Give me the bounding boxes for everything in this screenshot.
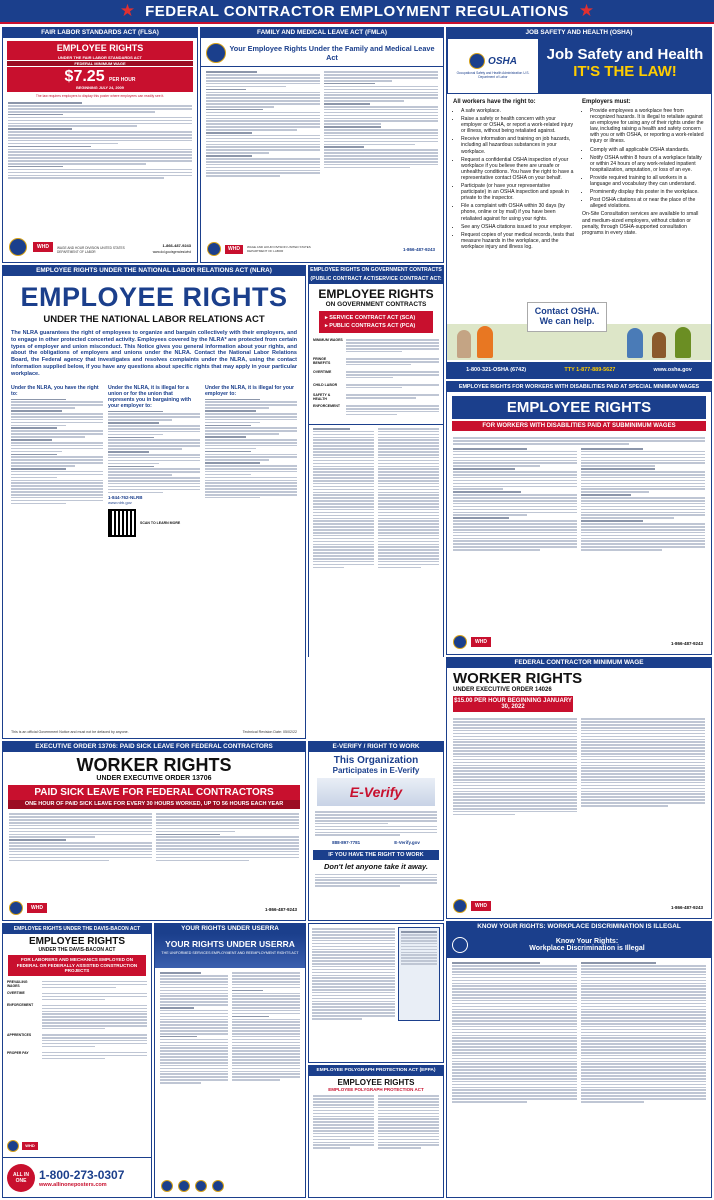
discrim-title: Know Your Rights: [555, 938, 619, 945]
nlra-web: www.nlrb.gov [108, 500, 132, 506]
minwage-body-text [447, 715, 711, 819]
footer-web[interactable]: www.allinoneposters.com [39, 1181, 107, 1188]
sca-row-label: CHILD LABOR [313, 382, 338, 387]
sca-acts-box [319, 311, 433, 333]
dol-seal-icon [469, 53, 485, 69]
sca-act-item: ▸ SERVICE CONTRACT ACT (SCA) [325, 315, 416, 321]
osha-title: Job Safety and Health [546, 46, 704, 63]
davis-row-label: PREVAILING WAGES [7, 979, 28, 988]
whd-phone: 1-866-487-9243 [670, 641, 703, 646]
dol-seal-icon [453, 635, 467, 649]
whd-logo: WHD [33, 242, 53, 252]
osha-consultation: On-Site Consultation services are available to small and medium-sized employers, without citation or penalty, through OSHA-supported consultation programs in every state. [582, 211, 699, 236]
sick-body-text [3, 809, 305, 865]
workers-illustration [447, 306, 711, 360]
section-bar: FAIR LABOR STANDARDS ACT (FLSA) [3, 28, 197, 38]
davis-bacon-section [2, 923, 152, 1198]
osc-seal-icon [195, 1180, 207, 1192]
section-bar: FAMILY AND MEDICAL LEAVE ACT (FMLA) [201, 28, 443, 38]
section-bar: EMPLOYEE RIGHTS UNDER THE NATIONAL LABOR RELATIONS ACT (NLRA) [3, 266, 305, 276]
flsa-note: The law requires employers to display this poster where employees can readily see it. [35, 94, 165, 98]
userra-title: YOUR RIGHTS UNDER USERRA [165, 939, 295, 949]
nlra-footer: This is an official Government Notice and must not be defaced by anyone. [11, 730, 129, 734]
per-hour: PER HOUR [109, 77, 136, 83]
sick-redbar: PAID SICK LEAVE FOR FEDERAL CONTRACTORS [8, 785, 300, 800]
whd-logo: WHD [225, 245, 243, 254]
dol-seal-icon [453, 899, 467, 913]
page-header [0, 0, 714, 24]
contact-osha: Contact OSHA. [534, 306, 600, 316]
fmla-section [200, 27, 444, 263]
min-wage-label: FEDERAL MINIMUM WAGE [7, 61, 193, 66]
star-icon: ★ [578, 1, 595, 20]
workers-rights-heading: All workers have the right to: [453, 99, 536, 105]
davis-row-label: OVERTIME [7, 991, 25, 996]
eppa-subtitle: EMPLOYEE POLYGRAPH PROTECTION ACT [328, 1087, 424, 1092]
workers-right-item: • Request a confidential OSHA inspection of your workplace if you believe there are unsafe or unhealthy conditions. You have the right to have a representative contact OSHA on your behalf. [461, 157, 576, 181]
whd-phone: 1-866-487-9243 [264, 907, 297, 912]
everify-main [308, 741, 444, 921]
allinone-footer [3, 1157, 151, 1197]
whd-logo: WHD [22, 1142, 38, 1150]
sca-row-label: FRINGE BENEFITS [313, 356, 331, 365]
everify-title: This Organization [333, 755, 419, 766]
sick-leave-section [2, 741, 306, 921]
osha-section [446, 27, 712, 379]
flsa-body-text [3, 100, 197, 181]
section-bar: EMPLOYEE RIGHTS UNDER THE DAVIS-BACON ACT [3, 924, 151, 934]
sca-row-label: SAFETY & HEALTH [313, 392, 331, 401]
discrim-body-text [447, 958, 711, 1107]
sick-hours: ONE HOUR OF PAID SICK LEAVE FOR EVERY 30 HOURS WORKED, UP TO 56 HOURS EACH YEAR [8, 800, 300, 809]
minwage-redbar: $15.00 PER HOUR BEGINNING JANUARY 30, 2022 [454, 698, 572, 710]
disabilities-section [446, 381, 712, 655]
minwage-footer [453, 899, 491, 913]
whd-logo: WHD [27, 903, 47, 913]
minwage-section [446, 657, 712, 919]
eppa-title: EMPLOYEE RIGHTS [337, 1078, 415, 1087]
nlra-section [2, 265, 306, 739]
sick-footer [9, 901, 47, 915]
nlra-intro: The NLRA guarantees the right of employees to organize and bargain collectively with their employers, and to engage in other protected concerted activity. Employees covered by the NLRA* are protected from certain types of employer and union misconduct. This Notice gives you general information about your rights, and about the obligations of employers and unions under the NLRA. Contact the National Labor Relations Board, the Federal agency that investigates and resolves complaints under the NLRA, using the contact information supplied below, if you have any questions about specific rights that may apply in your particular workplace. [11, 330, 297, 377]
section-bar: EMPLOYEE POLYGRAPH PROTECTION ACT (EPPA) [309, 1066, 443, 1076]
doj-seal-icon [178, 1180, 190, 1192]
nlra-phone: 1-844-762-NLRB [108, 495, 143, 501]
nlra-revised: Technical Revision Date: 05/02/22 [242, 730, 297, 734]
sca-title: EMPLOYEE RIGHTS [318, 287, 434, 301]
wage-box [7, 67, 193, 92]
osha-tty: TTY 1-877-889-5627 [564, 367, 616, 373]
everify-body-text [309, 809, 443, 838]
employer-duty-item: • Comply with all applicable OSHA standards. [590, 147, 705, 153]
wage-amount: $7.25 [64, 68, 105, 85]
workers-right-item: • Participate (or have your representative participate) in an OSHA inspection and speak in private to the inspector. [461, 183, 576, 201]
dol-seal-icon [7, 1140, 19, 1152]
davis-row-label: PROPER PAY [7, 1050, 29, 1055]
section-bar: FEDERAL CONTRACTOR MINIMUM WAGE [447, 658, 711, 668]
workers-right-item: • Receive information and training on job hazards, including all hazardous substances in your workplace. [461, 136, 576, 154]
everify-phone: 888-897-7781 [332, 840, 361, 846]
discrim-subtitle: Workplace Discrimination is Illegal [529, 945, 645, 952]
whd-logo: WHD [471, 637, 491, 647]
workers-right-item: • Raise a safety or health concern with your employer or OSHA, or report a work-related injury or illness, without being retaliated against. [461, 116, 576, 134]
esgr-seal-icon [212, 1180, 224, 1192]
employer-duty-item: • Notify OSHA within 8 hours of a workplace fatality or within 24 hours of any work-related inpatient hospitalization, amputation, or loss of an eye. [590, 155, 705, 173]
dol-seal-icon [206, 43, 226, 63]
section-bar: EMPLOYEE RIGHTS ON GOVERNMENT CONTRACTS (PUBLIC CONTRACT ACT/SERVICE CONTRACT ACT: [310, 267, 442, 282]
section-bar: JOB SAFETY AND HEALTH (OSHA) [447, 28, 711, 38]
nlra-subtitle: UNDER THE NATIONAL LABOR RELATIONS ACT [43, 314, 265, 325]
sca-subtitle: ON GOVERNMENT CONTRACTS [325, 301, 427, 308]
everify-web: E-Verify.gov [394, 840, 420, 846]
employer-duty-item: • Provide employees a workplace free from recognized hazards. It is illegal to retaliate against an employee for using any of their rights under the law, including raising a health and safety concern with you or with OSHA, or reporting a work-related injury or illness. [590, 108, 705, 145]
rtw-body-text [312, 927, 395, 1021]
poster-title: EMPLOYEE RIGHTS [7, 41, 193, 55]
userra-subtitle: THE UNIFORMED SERVICES EMPLOYMENT AND REEMPLOYMENT RIGHTS ACT [161, 951, 299, 955]
whd-phone: 1-866-487-9243 [402, 247, 435, 252]
effective-date: BEGINNING JULY 24, 2009 [76, 86, 124, 90]
whd-label: WAGE AND HOUR DIVISION UNITED STATES DEPARTMENT OF LABOR [57, 246, 125, 254]
davis-footer [7, 1136, 147, 1156]
sca-row-label: ENFORCEMENT [313, 403, 341, 408]
right-to-work-section [308, 923, 444, 1063]
employers-must-heading: Employers must: [582, 99, 631, 105]
nlra-col-rights: Under the NLRA, you have the right to: [11, 385, 103, 538]
section-bar: EXECUTIVE ORDER 13706: PAID SICK LEAVE FOR FEDERAL CONTRACTORS [3, 742, 305, 752]
fmla-title: Your Employee Rights Under the Family and Medical Leave Act [229, 44, 435, 62]
dol-seal-icon [9, 238, 27, 256]
everify-subtitle: Participates in E-Verify [332, 766, 420, 775]
poster-subtitle: UNDER THE FAIR LABOR STANDARDS ACT [7, 55, 193, 60]
sick-title: WORKER RIGHTS [76, 755, 232, 775]
eppa-body-text [309, 1092, 443, 1152]
allinone-logo: ALL IN ONE [7, 1164, 35, 1192]
sca-body-text [309, 424, 443, 572]
userra-section [154, 923, 306, 1198]
davis-title: EMPLOYEE RIGHTS [28, 936, 126, 947]
workers-right-item: • File a complaint with OSHA within 30 days (by phone, online or by mail) if you have been retaliated against for using your rights. [461, 203, 576, 221]
whd-phone: 1-866-487-9243 [162, 243, 191, 248]
sca-row-label: MINIMUM WAGES [313, 338, 343, 342]
section-bar: KNOW YOUR RIGHTS: WORKPLACE DISCRIMINATION IS ILLEGAL [447, 922, 711, 932]
davis-subtitle: UNDER THE DAVIS-BACON ACT [38, 947, 116, 953]
minwage-subtitle: UNDER EXECUTIVE ORDER 14026 [453, 687, 552, 693]
scan-label: SCAN TO LEARN MORE [140, 521, 181, 526]
disab-footer [453, 635, 491, 649]
sick-subtitle: UNDER EXECUTIVE ORDER 13706 [96, 775, 212, 782]
rtw-body-text [309, 871, 443, 889]
fmla-body-text [201, 67, 443, 181]
workers-right-item: • Request copies of your medical records, tests that measure hazards in the workplace, and the workplace injury and illness log. [461, 232, 576, 250]
whd-logo: WHD [471, 901, 491, 911]
employer-duty-item: • Post OSHA citations at or near the place of the alleged violations. [590, 197, 705, 209]
page-title: FEDERAL CONTRACTOR EMPLOYMENT REGULATIONS [145, 2, 569, 20]
disab-subtitle: FOR WORKERS WITH DISABILITIES PAID AT SUBMINIMUM WAGES [452, 421, 706, 431]
footer-phone[interactable]: 1-800-273-0307 [39, 1167, 125, 1182]
osha-logo: OSHA [488, 55, 517, 67]
star-icon: ★ [119, 1, 136, 20]
userra-body-text [155, 968, 305, 1088]
sca-row-label: OVERTIME [313, 369, 332, 374]
workers-right-item: • See any OSHA citations issued to your employer. [461, 224, 576, 230]
employer-duty-item: • Prominently display this poster in the workplace. [590, 189, 705, 195]
osha-agency: Occupational Safety and Health Administration U.S. Department of Labor [456, 71, 530, 79]
whd-label: WAGE AND HOUR DIVISION UNITED STATES DEPARTMENT OF LABOR [247, 245, 311, 253]
qr-code-icon[interactable] [108, 509, 136, 537]
dol-seal-icon [9, 901, 23, 915]
discrimination-section [446, 921, 712, 1198]
nlra-col-union: Under the NLRA, it is illegal for a union or for the union that represents you in bargaining with your employer to: 1-844-762-NLRB www.nlrb.gov SCAN TO LEARN MORE [108, 385, 200, 538]
dol-seal-icon [161, 1180, 173, 1192]
dont-let-anyone: Don't let anyone take it away. [323, 862, 429, 872]
eeoc-seal-icon [452, 937, 468, 953]
flsa-section [2, 27, 198, 263]
right-to-work-banner: IF YOU HAVE THE RIGHT TO WORK [313, 850, 439, 860]
nlra-title: EMPLOYEE RIGHTS [20, 282, 288, 312]
rtw-contact-box [398, 927, 440, 1021]
davis-redbar: FOR LABORERS AND MECHANICS EMPLOYED ON FEDERAL OR FEDERALLY ASSISTED CONSTRUCTION PROJECTS [8, 955, 146, 976]
osha-phone: 1-800-321-OSHA (6742) [466, 367, 527, 373]
whd-phone: 1-866-487-9243 [670, 905, 703, 910]
davis-row-label: APPRENTICES [7, 1032, 32, 1037]
davis-row-label: ENFORCEMENT [7, 1003, 34, 1008]
everify-logo: E-Verify [317, 778, 435, 806]
pca-act-item: ▸ PUBLIC CONTRACTS ACT (PCA) [325, 323, 416, 329]
section-bar: YOUR RIGHTS UNDER USERRA [155, 924, 305, 934]
disab-body-text [447, 433, 711, 555]
section-bar: E-VERIFY / RIGHT TO WORK [309, 742, 443, 752]
userra-seals [161, 1180, 224, 1192]
osha-contact-bar [447, 362, 711, 378]
section-bar: EMPLOYEE RIGHTS FOR WORKERS WITH DISABILITIES PAID AT SPECIAL MINIMUM WAGES [447, 382, 711, 392]
disab-title: EMPLOYEE RIGHTS [452, 396, 706, 419]
osha-subtitle: IT'S THE LAW! [573, 63, 677, 80]
workers-right-item: • A safe workplace. [461, 108, 576, 114]
whd-web: www.dol.gov/agencies/whd [152, 250, 191, 254]
eppa-section [308, 1065, 444, 1198]
everify-section [308, 657, 444, 739]
nlra-col-employer: Under the NLRA, it is illegal for your employer to: [205, 385, 297, 538]
minwage-title: WORKER RIGHTS [453, 670, 583, 687]
dol-seal-icon [207, 242, 221, 256]
fmla-footer [207, 242, 317, 256]
osha-web: www.osha.gov [653, 367, 692, 373]
employer-duty-item: • Provide required training to all workers in a language and vocabulary they can understand. [590, 175, 705, 187]
we-can-help: We can help. [539, 316, 595, 326]
